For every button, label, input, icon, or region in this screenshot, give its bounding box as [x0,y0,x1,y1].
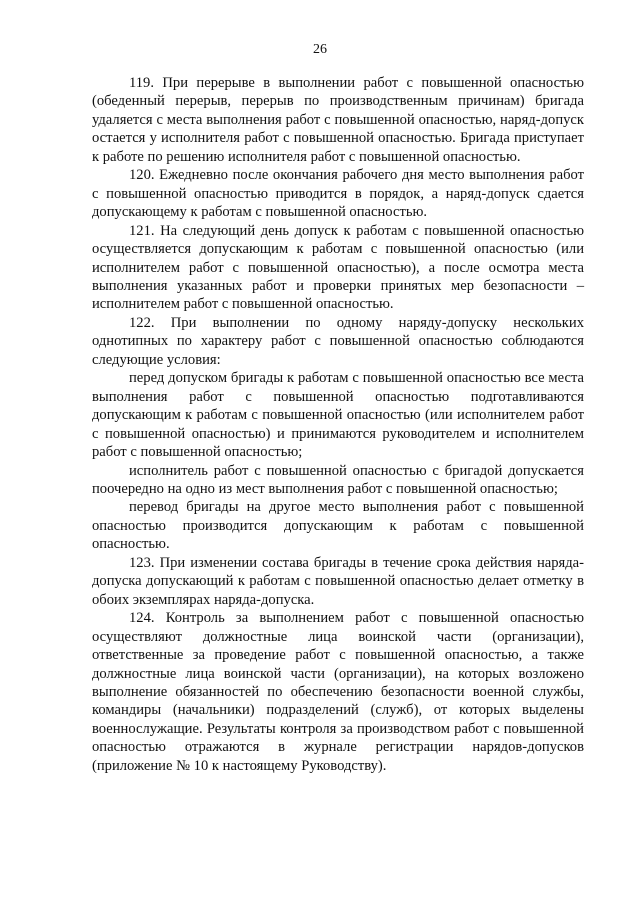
paragraph-119: 119. При перерыве в выполнении работ с повышенной опасностью (обеденный перерыв, перерыв по производственным причинам) бригада удаляется с места выполнения работ с повышенной опасностью, наряд-допуск остается у исполнителя работ с повышенной опасностью. Бригада приступает к работе по решению исполнителя работ с повышенной опасностью. [92,75,584,165]
document-body [92,74,584,775]
condition-item-2: исполнитель работ с повышенной опасностью с бригадой допускается поочередно на одно из мест выполнения работ с повышенной опасностью; [92,462,584,497]
paragraph-120: 120. Ежедневно после окончания рабочего дня место выполнения работ с повышенной опасностью приводится в порядок, а наряд-допуск сдается допускающему к работам с повышенной опасностью. [92,167,584,221]
page-number: 26 [313,42,327,57]
paragraph-121: 121. На следующий день допуск к работам с повышенной опасностью осуществляется допускающим к работам с повышенной опасностью (или исполнителем работ с повышенной опасностью), а после осмотра места выполнения указанных работ и проверки принятых мер безопасности – исполнителем работ с повышенной опасностью. [92,222,584,313]
condition-item-3: перевод бригады на другое место выполнения работ с повышенной опасностью производится допускающим к работам с повышенной опасностью. [92,499,584,553]
paragraph-122: 122. При выполнении по одному наряду-допуску нескольких однотипных по характеру работ с повышенной опасностью соблюдаются следующие условия: [92,314,584,368]
condition-item-1: перед допуском бригады к работам с повышенной опасностью все места выполнения работ с повышенной опасностью подготавливаются допускающим к работам с повышенной опасностью (или исполнителем работ с повышенной опасностью) и принимаются руководителем и исполнителем работ с повышенной опасностью; [92,370,584,461]
paragraph-124: 124. Контроль за выполнением работ с повышенной опасностью осуществляют должностные лица воинской части (организации), ответственные за проведение работ с повышенной опасностью, а также должностные лица воинской части (организации), на которых возложено выполнение обязанностей по обеспечению безопасности военной службы, командиры (начальники) подразделений (служб), от которых выделены военнослужащие. Результаты контроля за производством работ с повышенной опасностью отражаются в журнале регистрации нарядов-допусков (приложение № 10 к настоящему Руководству). [92,610,584,774]
paragraph-123: 123. При изменении состава бригады в течение срока действия наряда-допуска допускающий к работам с повышенной опасностью делает отметку в обоих экземплярах наряда-допуска. [92,554,584,608]
